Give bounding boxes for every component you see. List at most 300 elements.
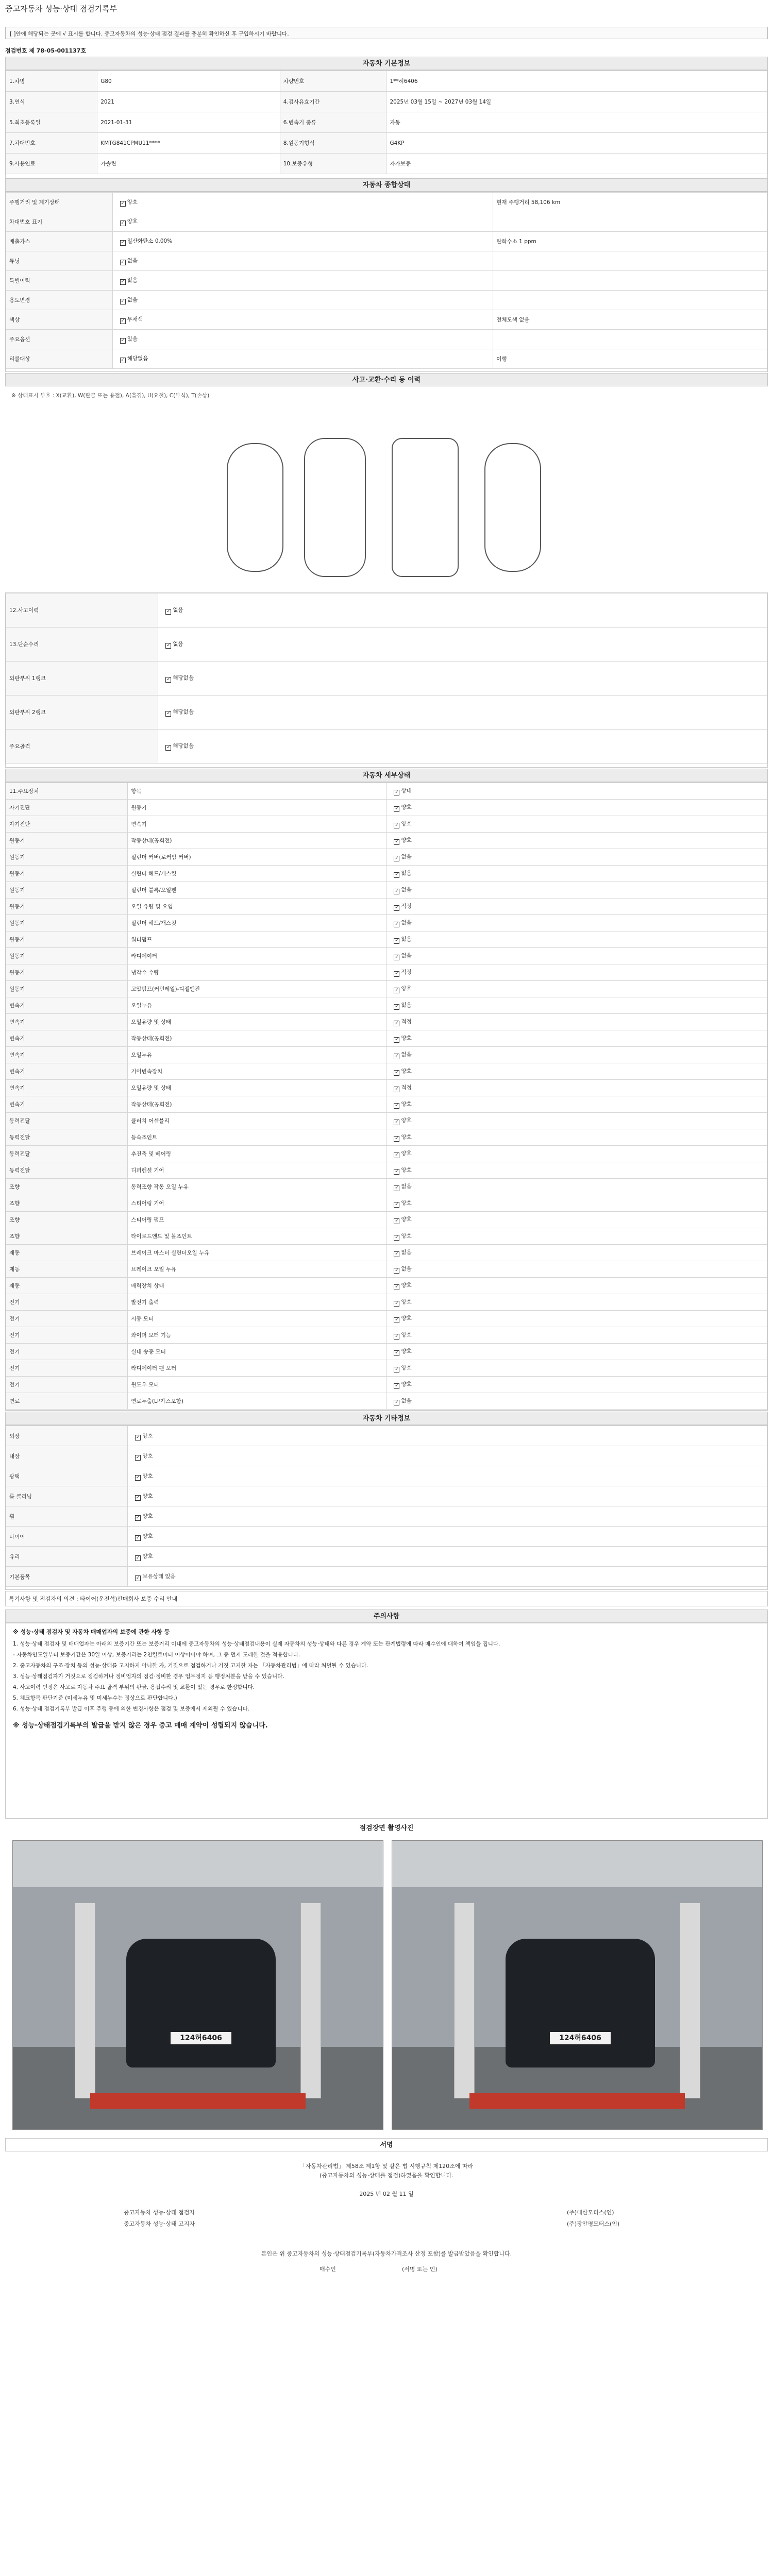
other-state [128, 1567, 767, 1587]
accident-row [6, 730, 767, 764]
check-value: 해당없음 [173, 675, 194, 681]
checkbox-checked[interactable] [394, 1284, 399, 1290]
detail-group: 전기 [6, 1377, 128, 1393]
checkbox-checked[interactable] [394, 1021, 399, 1026]
summary-key: 튜닝 [6, 251, 113, 271]
inspection-photo-rear [392, 1840, 763, 2130]
other-key: 광택 [6, 1466, 128, 1486]
section-summary-header: 자동차 종합상태 [5, 178, 768, 192]
detail-row [6, 1113, 767, 1129]
detail-item: 배력장치 상태 [128, 1278, 386, 1294]
accident-table [5, 592, 768, 768]
other-state [128, 1466, 767, 1486]
detail-row [6, 1278, 767, 1294]
basic-key-2: 6.변속기 종류 [280, 112, 386, 133]
other-row [6, 1446, 767, 1466]
checkbox-checked[interactable] [394, 1037, 399, 1043]
detail-group: 제동 [6, 1278, 128, 1294]
detail-item: 타이로드엔드 및 볼조인트 [128, 1228, 386, 1245]
check-value: 양호 [127, 218, 138, 225]
detail-row [6, 899, 767, 915]
detail-state [386, 1311, 767, 1327]
car-top-view [304, 438, 366, 577]
detail-group: 원동기 [6, 948, 128, 964]
check-value: 양호 [401, 1282, 412, 1289]
check-value: 양호 [401, 1348, 412, 1354]
check-value: 양호 [401, 986, 412, 992]
caution-warning: ※ 성능·상태점검기록부의 발급을 받지 않은 경우 중고 매매 계약이 성립되지 않습니다. [13, 1722, 268, 1730]
basic-value: 가솔린 [97, 154, 280, 174]
buyer-label: 매수인 [320, 2266, 336, 2273]
checkbox-checked[interactable] [394, 955, 399, 960]
checkbox-checked[interactable] [394, 872, 399, 878]
check-value: 없음 [401, 1002, 412, 1008]
summary-remark [493, 271, 767, 291]
checkbox-checked[interactable] [394, 1054, 399, 1059]
checkbox-checked[interactable] [120, 358, 126, 363]
detail-state [386, 1360, 767, 1377]
summary-remark [493, 330, 767, 349]
basic-key-2: 차량번호 [280, 71, 386, 92]
checkbox-checked[interactable] [394, 790, 399, 795]
checkbox-checked[interactable] [394, 1251, 399, 1257]
basic-row [6, 112, 767, 133]
detail-group: 동력전달 [6, 1113, 128, 1129]
detail-group: 전기 [6, 1327, 128, 1344]
summary-key: 배출가스 [6, 232, 113, 251]
basic-value: 2021 [97, 92, 280, 112]
summary-state [112, 349, 493, 369]
document-title: 중고자동차 성능·상태 점검기록부 [5, 4, 117, 13]
detail-row [6, 1377, 767, 1393]
basic-row [6, 71, 767, 92]
detail-item: 클러치 어셈블리 [128, 1113, 386, 1129]
checkbox-checked[interactable] [394, 1350, 399, 1356]
car-left-side [227, 443, 283, 572]
accident-key: 13.단순수리 [6, 628, 158, 662]
caution-line: 2. 중고자동차의 구조·장치 등의 성능·상태를 고지하지 아니한 자, 거짓으로 점검하거나 거짓 고지한 자는 「자동차관리법」에 따라 처벌될 수 있습니다. [13, 1663, 368, 1669]
document-number: 점검번호 제 78-05-001137호 [5, 47, 87, 54]
detail-state [386, 833, 767, 849]
accident-key: 주요골격 [6, 730, 158, 764]
other-key: 타이어 [6, 1527, 128, 1547]
detail-state [386, 816, 767, 833]
checkbox-checked[interactable] [394, 905, 399, 911]
basic-info-table [5, 70, 768, 178]
detail-group: 조향 [6, 1179, 128, 1195]
summary-key: 차대번호 표기 [6, 212, 113, 232]
other-table [5, 1425, 768, 1590]
detail-state [386, 915, 767, 931]
detail-group: 원동기 [6, 899, 128, 915]
check-value: 없음 [401, 854, 412, 860]
checkbox-checked[interactable] [394, 1202, 399, 1208]
section-photos-header: 점검장면 촬영사진 [5, 1822, 768, 1835]
detail-state [386, 1179, 767, 1195]
basic-value-2: 1**허6406 [386, 71, 767, 92]
detail-row [6, 1344, 767, 1360]
check-value: 양호 [142, 1432, 153, 1439]
detail-state [386, 1113, 767, 1129]
detail-row [6, 866, 767, 882]
detail-group: 동력전달 [6, 1146, 128, 1162]
checkbox-checked[interactable] [120, 279, 126, 285]
check-value: 양호 [401, 1299, 412, 1305]
summary-row [6, 310, 767, 330]
detail-row [6, 1311, 767, 1327]
detail-item: 스티어링 펌프 [128, 1212, 386, 1228]
detail-item: 시동 모터 [128, 1311, 386, 1327]
check-value: 없음 [401, 1052, 412, 1058]
check-value: 없음 [401, 887, 412, 893]
detail-item: 실린더 커버(로커암 커버) [128, 849, 386, 866]
checkbox-checked[interactable] [120, 221, 126, 226]
check-value: 적정 [401, 903, 412, 909]
summary-remark [493, 291, 767, 310]
dealer-name: (주)장안평모터스(인) [567, 2221, 620, 2227]
detail-item: 스티어링 기어 [128, 1195, 386, 1212]
detail-row [6, 931, 767, 948]
detail-group: 변속기 [6, 997, 128, 1014]
detail-state [386, 1377, 767, 1393]
detail-row [6, 1030, 767, 1047]
checkbox-checked[interactable] [165, 677, 171, 683]
detail-row [6, 1228, 767, 1245]
checkbox-checked[interactable] [120, 260, 126, 265]
detail-row [6, 849, 767, 866]
basic-value-2: 자가보증 [386, 154, 767, 174]
checkbox-checked[interactable] [394, 1136, 399, 1142]
detail-item: 작동상태(공회전) [128, 833, 386, 849]
checkbox-checked[interactable] [394, 1004, 399, 1010]
summary-remark [493, 251, 767, 271]
other-state [128, 1486, 767, 1506]
accident-value [158, 696, 767, 730]
detail-group: 연료 [6, 1393, 128, 1410]
detail-row [6, 981, 767, 997]
detail-state [386, 997, 767, 1014]
detail-group: 자기진단 [6, 800, 128, 816]
checkbox-checked[interactable] [394, 1235, 399, 1241]
other-row [6, 1506, 767, 1527]
car-right-side [484, 443, 541, 572]
notice-box: [ ]안에 해당되는 곳에 √ 표시를 합니다. 중고자동차의 성능·상태 점검 결과를 충분히 확인하신 후 구입하시기 바랍니다. [5, 27, 768, 39]
detail-state [386, 783, 767, 800]
detail-item: 연료누출(LP가스포함) [128, 1393, 386, 1410]
check-value: 양호 [401, 1035, 412, 1041]
section-detail-header: 자동차 세부상태 [5, 769, 768, 782]
checkbox-checked[interactable] [135, 1475, 141, 1481]
check-value: 양호 [142, 1513, 153, 1519]
summary-remark: 현재 주행거리 58,106 km [493, 193, 767, 212]
other-key: 외장 [6, 1426, 128, 1446]
detail-item: 기어변속장치 [128, 1063, 386, 1080]
other-key: 휠 [6, 1506, 128, 1527]
summary-state [112, 193, 493, 212]
detail-row [6, 783, 767, 800]
detail-item: 작동상태(공회전) [128, 1096, 386, 1113]
detail-row [6, 997, 767, 1014]
checkbox-checked[interactable] [394, 1334, 399, 1340]
basic-row [6, 154, 767, 174]
check-value: 양호 [401, 1134, 412, 1140]
checkbox-checked[interactable] [165, 609, 171, 615]
detail-row [6, 833, 767, 849]
checkbox-checked[interactable] [135, 1555, 141, 1561]
checkbox-checked[interactable] [135, 1435, 141, 1440]
basic-key: 5.최초등록일 [6, 112, 97, 133]
detail-state [386, 948, 767, 964]
basic-key-2: 4.검사유효기간 [280, 92, 386, 112]
checkbox-checked[interactable] [135, 1535, 141, 1541]
detail-group: 전기 [6, 1311, 128, 1327]
checkbox-checked[interactable] [394, 889, 399, 894]
checkbox-checked[interactable] [394, 1268, 399, 1274]
detail-row [6, 964, 767, 981]
accident-value [158, 628, 767, 662]
other-row [6, 1466, 767, 1486]
detail-row [6, 1162, 767, 1179]
detail-group: 원동기 [6, 833, 128, 849]
checkbox-checked[interactable] [120, 338, 126, 344]
summary-key: 리콜대상 [6, 349, 113, 369]
opinion-text: 타이어(운전석)판매회사 보증 수리 안내 [80, 1596, 178, 1602]
check-value: 없음 [401, 1249, 412, 1256]
accident-key: 외판부위 1랭크 [6, 662, 158, 696]
check-value: 양호 [401, 1365, 412, 1371]
detail-group: 제동 [6, 1245, 128, 1261]
buyer-sign: (서명 또는 인) [402, 2266, 438, 2273]
checkbox-checked[interactable] [120, 240, 126, 246]
summary-remark: 이행 [493, 349, 767, 369]
check-value: 양호 [127, 199, 138, 205]
detail-item: 라디에이터 팬 모터 [128, 1360, 386, 1377]
checkbox-checked[interactable] [135, 1495, 141, 1501]
caution-line: 5. 체크항목 판단기준 (미세누유 및 미세누수는 정상으로 판단합니다.) [13, 1695, 177, 1701]
check-value: 양호 [401, 1233, 412, 1239]
other-state [128, 1547, 767, 1567]
detail-state [386, 1212, 767, 1228]
detail-state [386, 1327, 767, 1344]
check-value: 적정 [401, 1084, 412, 1091]
detail-group: 조향 [6, 1195, 128, 1212]
other-state [128, 1426, 767, 1446]
checkbox-checked[interactable] [394, 1169, 399, 1175]
check-value: 양호 [142, 1493, 153, 1499]
check-value: 일산화탄소 0.00% [127, 238, 173, 244]
basic-value: KMTG841CPMU11**** [97, 133, 280, 154]
detail-row [6, 1146, 767, 1162]
sign-law: 「자동차관리법」 제58조 제1항 및 같은 법 시행규칙 제120조에 따라 [299, 2163, 474, 2170]
accident-row [6, 662, 767, 696]
checkbox-checked[interactable] [394, 1120, 399, 1125]
check-value: 해당없음 [173, 743, 194, 749]
checkbox-checked[interactable] [394, 938, 399, 944]
detail-group: 자기진단 [6, 816, 128, 833]
detail-item: 변속기 [128, 816, 386, 833]
basic-key-2: 10.보증유형 [280, 154, 386, 174]
detail-group: 조향 [6, 1212, 128, 1228]
detail-state [386, 1261, 767, 1278]
detail-state [386, 1030, 767, 1047]
summary-remark: 전체도색 없음 [493, 310, 767, 330]
summary-row [6, 251, 767, 271]
checkbox-checked[interactable] [394, 839, 399, 845]
detail-group: 원동기 [6, 931, 128, 948]
detail-row [6, 1261, 767, 1278]
checkbox-checked[interactable] [120, 318, 126, 324]
check-value: 없음 [127, 297, 138, 303]
detail-state [386, 1080, 767, 1096]
detail-state [386, 1047, 767, 1063]
detail-item: 실내 송풍 모터 [128, 1344, 386, 1360]
detail-row [6, 1195, 767, 1212]
checkbox-checked[interactable] [165, 711, 171, 717]
detail-state [386, 1278, 767, 1294]
check-value: 양호 [142, 1553, 153, 1560]
checkbox-checked[interactable] [135, 1455, 141, 1461]
check-value: 양호 [401, 821, 412, 827]
checkbox-checked[interactable] [394, 856, 399, 861]
checkbox-checked[interactable] [120, 201, 126, 207]
checkbox-checked[interactable] [394, 1087, 399, 1092]
summary-row [6, 271, 767, 291]
checkbox-checked[interactable] [394, 922, 399, 927]
checkbox-checked[interactable] [394, 1070, 399, 1076]
detail-item: 오일 유량 및 오염 [128, 899, 386, 915]
checkbox-checked[interactable] [394, 823, 399, 828]
detail-item: 동력조향 작동 오일 누유 [128, 1179, 386, 1195]
detail-group: 전기 [6, 1344, 128, 1360]
detail-group: 전기 [6, 1294, 128, 1311]
basic-row [6, 133, 767, 154]
detail-group: 원동기 [6, 915, 128, 931]
detail-item: 윈도우 모터 [128, 1377, 386, 1393]
detail-state [386, 1195, 767, 1212]
check-value: 없음 [127, 258, 138, 264]
other-key: 유리 [6, 1547, 128, 1567]
other-key: 내장 [6, 1446, 128, 1466]
detail-row [6, 1245, 767, 1261]
check-value: 양호 [401, 1216, 412, 1223]
check-value: 없음 [401, 936, 412, 942]
detail-group: 원동기 [6, 849, 128, 866]
summary-row [6, 212, 767, 232]
basic-row [6, 92, 767, 112]
detail-row [6, 1327, 767, 1344]
accident-row [6, 594, 767, 628]
other-row [6, 1486, 767, 1506]
detail-state [386, 849, 767, 866]
accident-key: 12.사고이력 [6, 594, 158, 628]
detail-group: 원동기 [6, 866, 128, 882]
other-key: 기본품목 [6, 1567, 128, 1587]
buyer-confirm: 본인은 위 중고자동차의 성능·상태점검기록부(자동차가격조사 산정 포함)를 발급받았음을 확인합니다. [261, 2250, 512, 2257]
checkbox-checked[interactable] [394, 1367, 399, 1372]
accident-key: 외판부위 2랭크 [6, 696, 158, 730]
summary-key: 특별이력 [6, 271, 113, 291]
caution-line: 1. 성능·상태 점검자 및 매매업자는 아래의 보증기간 또는 보증거리 이내에 중고자동차의 성능·상태점검내용이 실제 자동차의 성능·상태와 다른 경우 계약 또는 관계법령에 따라 매수인에 대하여 책임을 집니다. [13, 1641, 500, 1647]
detail-group: 변속기 [6, 1014, 128, 1030]
accident-row [6, 696, 767, 730]
summary-row [6, 330, 767, 349]
summary-state [112, 212, 493, 232]
detail-group: 변속기 [6, 1096, 128, 1113]
checkbox-checked[interactable] [394, 1185, 399, 1191]
detail-state [386, 1063, 767, 1080]
other-row [6, 1527, 767, 1547]
basic-key-2: 8.원동기형식 [280, 133, 386, 154]
checkbox-checked[interactable] [135, 1575, 141, 1581]
check-value: 없음 [401, 1266, 412, 1272]
checkbox-checked[interactable] [120, 299, 126, 304]
check-value: 보유상태 있음 [142, 1573, 176, 1580]
check-value: 양호 [142, 1452, 153, 1459]
basic-key: 7.차대번호 [6, 133, 97, 154]
summary-state [112, 291, 493, 310]
inspector-opinion: 특기사항 및 점검자의 의견 : 타이어(운전석)판매회사 보증 수리 안내 [5, 1591, 768, 1606]
checkbox-checked[interactable] [394, 806, 399, 812]
checkbox-checked[interactable] [135, 1515, 141, 1521]
detail-item: 오일유량 및 상태 [128, 1080, 386, 1096]
detail-group: 원동기 [6, 981, 128, 997]
sign-law-2: (중고자동차의 성능·상태를 점검)하였음을 확인합니다. [320, 2172, 453, 2179]
other-state [128, 1446, 767, 1466]
detail-item: 실린더 헤드/개스킷 [128, 866, 386, 882]
section-basic-header: 자동차 기본정보 [5, 57, 768, 70]
check-value: 양호 [401, 837, 412, 843]
photo-rear-plate: 124허6406 [549, 2031, 611, 2045]
checkbox-checked[interactable] [394, 1103, 399, 1109]
basic-key: 1.차명 [6, 71, 97, 92]
detail-group: 원동기 [6, 964, 128, 981]
detail-row [6, 1212, 767, 1228]
basic-key: 9.사용연료 [6, 154, 97, 174]
checkbox-checked[interactable] [394, 1153, 399, 1158]
sign-date: 2025 년 02 월 11 일 [359, 2191, 414, 2197]
opinion-label: 특기사항 및 점검자의 의견 [9, 1596, 75, 1602]
car-diagram [227, 433, 546, 587]
summary-table [5, 192, 768, 372]
checkbox-checked[interactable] [165, 745, 171, 751]
basic-key: 3.연식 [6, 92, 97, 112]
basic-value-2: G4KP [386, 133, 767, 154]
checkbox-checked[interactable] [394, 971, 399, 977]
checkbox-checked[interactable] [394, 988, 399, 993]
detail-row [6, 1080, 767, 1096]
check-value: 없음 [173, 641, 183, 647]
dealer-label: 중고자동차 성능·상태 고지자 [124, 2221, 195, 2227]
accident-value [158, 662, 767, 696]
detail-state [386, 882, 767, 899]
checkbox-checked[interactable] [394, 1218, 399, 1224]
detail-group: 변속기 [6, 1030, 128, 1047]
checkbox-checked[interactable] [165, 643, 171, 649]
detail-group: 조향 [6, 1228, 128, 1245]
checkbox-checked[interactable] [394, 1383, 399, 1389]
detail-state [386, 931, 767, 948]
checkbox-checked[interactable] [394, 1400, 399, 1405]
summary-row [6, 232, 767, 251]
other-state [128, 1527, 767, 1547]
detail-table [5, 782, 768, 1411]
checkbox-checked[interactable] [394, 1317, 399, 1323]
check-value: 상태 [401, 788, 412, 794]
check-value: 양호 [401, 804, 412, 810]
checkbox-checked[interactable] [394, 1301, 399, 1307]
detail-row [6, 915, 767, 931]
check-value: 해당없음 [173, 709, 194, 715]
